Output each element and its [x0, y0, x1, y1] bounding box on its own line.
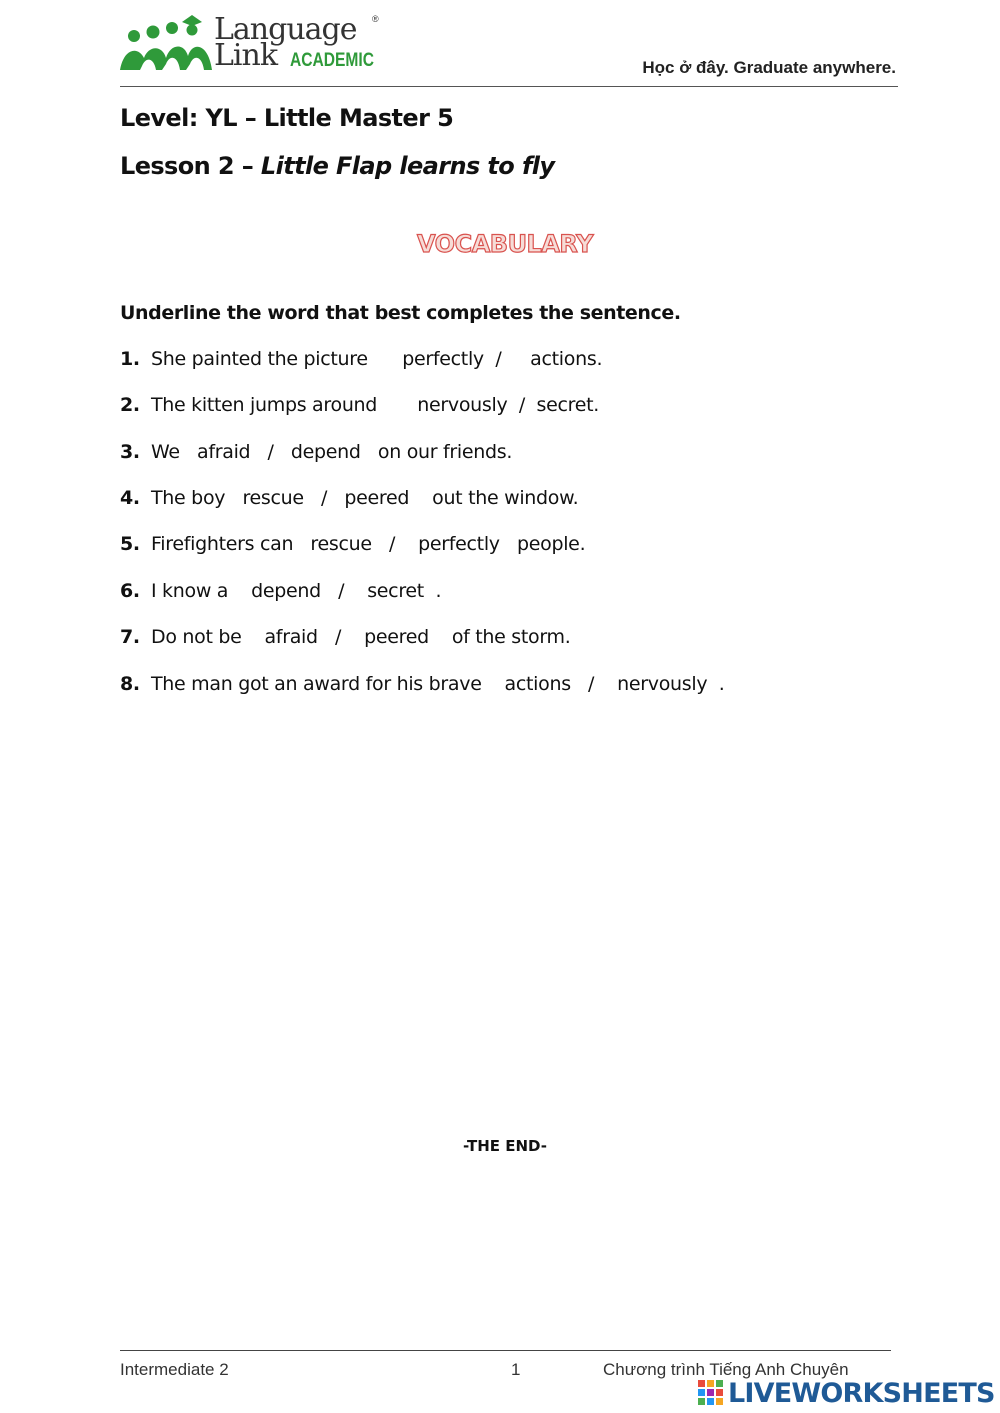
option-separator: /: [483, 348, 531, 370]
question-number: 1.: [120, 348, 140, 370]
question-number: 6.: [120, 580, 140, 602]
option-separator: /: [250, 441, 291, 463]
logo-text-academic: ACADEMIC: [290, 50, 374, 71]
answer-option-a[interactable]: perfectly: [402, 348, 484, 370]
logo-figures-icon: [120, 12, 215, 74]
footer-divider: [120, 1350, 891, 1351]
level-title: Level: YL – Little Master 5: [120, 104, 454, 132]
answer-option-a[interactable]: afraid: [264, 626, 318, 648]
question-number: 4.: [120, 487, 140, 509]
answer-option-a[interactable]: rescue: [242, 487, 304, 509]
answer-option-b[interactable]: secret: [536, 394, 594, 416]
question-text-before: Firefighters can: [151, 533, 311, 555]
logo-text-language: Language: [214, 12, 357, 47]
answer-option-b[interactable]: nervously: [617, 673, 708, 695]
question-text-after: on our friends.: [360, 441, 513, 463]
lesson-title: [120, 152, 554, 180]
option-separator: /: [570, 673, 618, 695]
question-row: [120, 533, 585, 561]
question-text-before: The boy: [151, 487, 243, 509]
question-row: [120, 441, 512, 469]
question-number: 7.: [120, 626, 140, 648]
footer-page-number: 1: [511, 1360, 521, 1379]
option-separator: /: [371, 533, 419, 555]
question-number: 3.: [120, 441, 140, 463]
lesson-prefix: Lesson 2 –: [120, 152, 261, 180]
answer-option-b[interactable]: secret: [367, 580, 424, 602]
question-row: [120, 673, 725, 701]
question-text-before: The man got an award for his brave: [151, 673, 505, 695]
question-text-after: .: [593, 394, 600, 416]
question-text-after: out the window.: [409, 487, 579, 509]
option-separator: /: [507, 394, 537, 416]
answer-option-b[interactable]: peered: [364, 626, 429, 648]
exercise-instruction: Underline the word that best completes the sentence.: [120, 302, 681, 324]
option-separator: /: [317, 626, 365, 648]
header-divider: [120, 86, 898, 87]
question-row: [120, 626, 571, 654]
question-text-after: people.: [499, 533, 586, 555]
question-row: [120, 348, 602, 376]
question-number: 2.: [120, 394, 140, 416]
the-end-label: -THE END-: [462, 1137, 548, 1155]
answer-option-a[interactable]: actions: [504, 673, 571, 695]
answer-option-a[interactable]: afraid: [196, 441, 251, 463]
question-text-before: We: [151, 441, 197, 463]
question-text-after: .: [423, 580, 442, 602]
footer-course-name: Intermediate 2: [120, 1360, 229, 1379]
question-row: [120, 580, 441, 608]
tagline: Học ở đây. Graduate anywhere.: [642, 58, 896, 77]
answer-option-a[interactable]: rescue: [310, 533, 372, 555]
question-text-after: .: [596, 348, 603, 370]
answer-option-b[interactable]: actions: [530, 348, 597, 370]
question-row: [120, 487, 578, 515]
answer-option-b[interactable]: peered: [344, 487, 410, 509]
question-row: [120, 394, 599, 422]
section-title-vocabulary: VOCABULARY: [417, 230, 593, 258]
question-text-before: She painted the picture: [151, 348, 403, 370]
footer-program-name: Chương trình Tiếng Anh Chuyên: [603, 1360, 849, 1379]
answer-option-b[interactable]: perfectly: [418, 533, 500, 555]
answer-option-a[interactable]: nervously: [417, 394, 508, 416]
lesson-name: Little Flap learns to fly: [260, 152, 555, 180]
question-text-before: Do not be: [151, 626, 265, 648]
question-number: 8.: [120, 673, 140, 695]
option-separator: /: [320, 580, 368, 602]
question-text-after: of the storm.: [428, 626, 571, 648]
logo-text-link: Link: [214, 38, 278, 73]
answer-option-b[interactable]: depend: [290, 441, 361, 463]
liveworksheets-text: LIVEWORKSHEETS: [728, 1378, 995, 1409]
question-text-before: I know a: [151, 580, 252, 602]
answer-option-a[interactable]: depend: [251, 580, 321, 602]
language-link-logo: [120, 12, 390, 74]
option-separator: /: [303, 487, 345, 509]
liveworksheets-grid-icon: [698, 1380, 724, 1406]
question-text-after: .: [707, 673, 725, 695]
question-number: 5.: [120, 533, 140, 555]
question-text-before: The kitten jumps around: [151, 394, 418, 416]
registered-mark: ®: [372, 14, 379, 24]
